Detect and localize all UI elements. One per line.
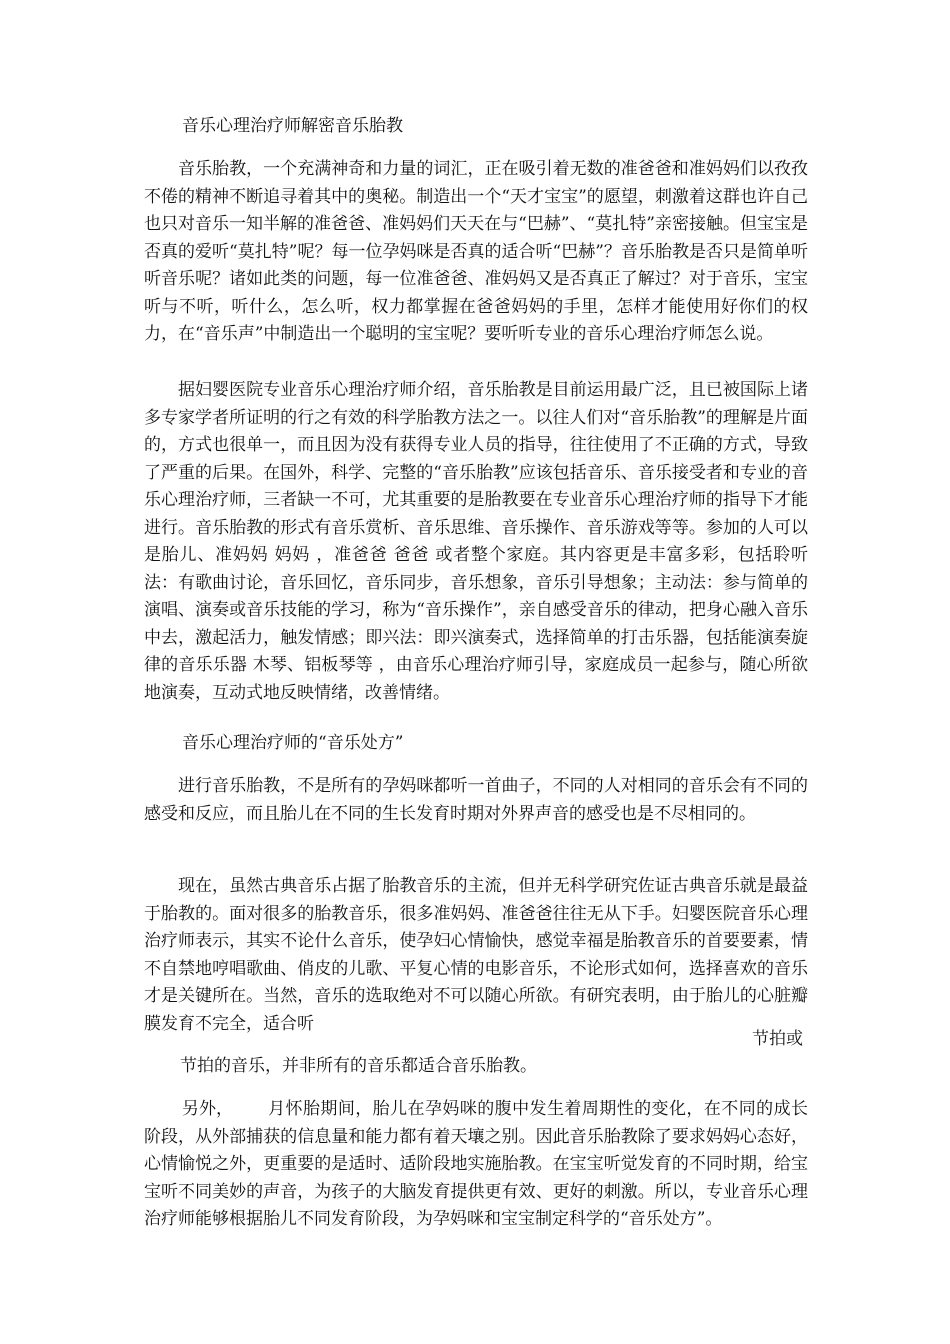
paragraph-pregnancy-lead: 另外， <box>182 1099 233 1119</box>
paragraph-not-same-music: 进行音乐胎教，不是所有的孕妈咪都听一首曲子，不同的人对相同的音乐会有不同的感受和反应，而且胎儿在不同的生长发育时期对外界声音的感受也是不尽相同的。 <box>144 776 808 824</box>
paragraph-pregnancy-text: 月怀胎期间，胎儿在孕妈咪的腹中发生着周期性的变化，在不同的成长阶段，从外部捕获的信息量和能力都有着天壤之别。因此音乐胎教除了要求妈妈心态好，心情愉悦之外，更重要的是适时、适阶段地实施胎教。在宝宝听觉发育的不同时期，给宝宝听不同美妙的声音，为孩子的大脑发育提供更有效、更好的刺激。所以，专业音乐心理治疗师能够根据胎儿不同发育阶段，为孕妈咪和宝宝制定科学的“音乐处方”。 <box>144 1099 808 1229</box>
document-title: 音乐心理治疗师解密音乐胎教 <box>182 116 403 136</box>
paragraph-hospital-intro: 据妇婴医院专业音乐心理治疗师介绍，音乐胎教是目前运用最广泛，且已被国际上诸多专家学者所证明的行之有效的科学胎教方法之一。以往人们对“音乐胎教”的理解是片面的，方式也很单一，而且因为没有获得专业人员的指导，往往使用了不正确的方式，导致了严重的后果。在国外，科学、完整的“音乐胎教”应该包括音乐、音乐接受者和专业的音乐心理治疗师，三者缺一不可，尤其重要的是胎教要在专业音乐心理治疗师的指导下才能进行。音乐胎教的形式有音乐赏析、音乐思维、音乐操作、音乐游戏等等。参加的人可以是胎儿、准妈妈 妈妈 ，准爸爸 爸爸 或者整个家庭。其内容更是丰富多彩，包括聆听法：有歌曲讨论，音乐回忆，音乐同步，音乐想象，音乐引导想象；主动法：参与简单的演唱、演奏或音乐技能的学习，称为“音乐操作”，亲自感受音乐的律动，把身心融入音乐中去，激起活力，触发情感；即兴法：即兴演奏式，选择简单的打击乐器，包括能演奏旋律的音乐乐器 木琴、铝板琴等 ，由音乐心理治疗师引导，家庭成员一起参与，随心所欲地演奏，互动式地反映情绪，改善情绪。 <box>144 380 808 703</box>
section-subheading: 音乐心理治疗师的“音乐处方” <box>182 733 404 753</box>
paragraph-classical-tail-a: 节拍或 <box>752 1029 803 1049</box>
paragraph-classical-tail-b: 节拍的音乐，并非所有的音乐都适合音乐胎教。 <box>180 1056 537 1076</box>
paragraph-intro: 音乐胎教，一个充满神奇和力量的词汇，正在吸引着无数的准爸爸和准妈妈们以孜孜不倦的精神不断追寻着其中的奥秘。制造出一个“天才宝宝”的愿望，刺激着这群也许自己也只对音乐一知半解的准爸爸、准妈妈们天天在与“巴赫”、“莫扎特”亲密接触。但宝宝是否真的爱听“莫扎特”呢？每一位孕妈咪是否真的适合听“巴赫”？音乐胎教是否只是简单听听音乐呢？诸如此类的问题，每一位准爸爸、准妈妈又是否真正了解过？对于音乐，宝宝听与不听，听什么，怎么听，权力都掌握在爸爸妈妈的手里，怎样才能使用好你们的权力，在“音乐声”中制造出一个聪明的宝宝呢？要听听专业的音乐心理治疗师怎么说。 <box>144 159 808 344</box>
paragraph-classical-music-text: 现在，虽然古典音乐占据了胎教音乐的主流，但并无科学研究佐证古典音乐就是最益于胎教的。面对很多的胎教音乐，很多准妈妈、准爸爸往往无从下手。妇婴医院音乐心理治疗师表示，其实不论什么音乐，使孕妇心情愉快，感觉幸福是胎教音乐的首要要素，情不自禁地哼唱歌曲、俏皮的儿歌、平复心情的电影音乐，不论形式如何，选择喜欢的音乐才是关键所在。当然，音乐的选取绝对不可以随心所欲。有研究表明，由于胎儿的心脏瓣膜发育不完全，适合听 <box>144 876 808 1034</box>
